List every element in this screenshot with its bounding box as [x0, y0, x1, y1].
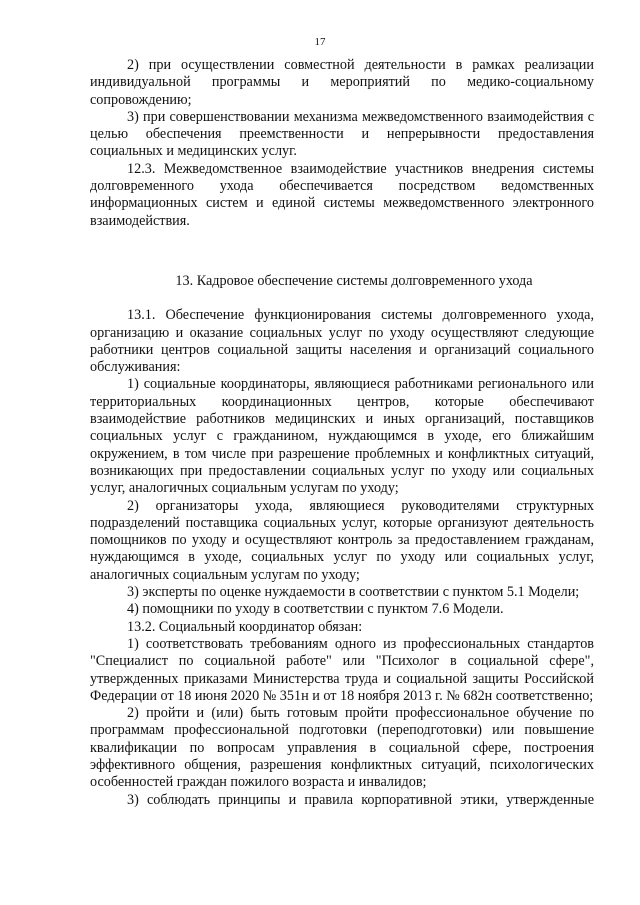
paragraph: 3) соблюдать принципы и правила корпоративной этики, утвержденные	[127, 791, 594, 808]
paragraph: 13.2. Социальный координатор обязан:	[127, 618, 363, 635]
section-heading: 13. Кадровое обеспечение системы долговременного ухода	[175, 272, 533, 289]
paragraph: 4) помощники по уходу в соответствии с пунктом 7.6 Модели.	[127, 601, 504, 618]
paragraph: 2) при осуществлении совместной деятельности в рамках реализации индивидуальной программы и мероприятий по медико-социальному сопровождению;	[90, 57, 594, 108]
paragraph: 1) соответствовать требованиям одного из профессиональных стандартов "Специалист по социальной работе" или "Психолог в социальной сфере", утвержденных приказами Министерства труда и социальной защиты Российской Федерации от 18 июня 2020 № 351н и от 18 ноября 2013 г. № 682н соответственно;	[90, 635, 594, 704]
paragraph: 1) социальные координаторы, являющиеся работниками регионального или территориальных координационных центров, которые обеспечивают взаимодействие работников медицинских и иных организаций, поставщиков социальных услуг с гражданином, нуждающимся в уходе, его ближайшим окружением, в том числе при разрешение проблемных и конфликтных ситуаций, возникающих при предоставлении социальных услуг по уходу или социальных услуг, аналогичных социальным услугам по уходу;	[90, 376, 594, 497]
spacer	[90, 290, 594, 307]
paragraph: 3) при совершенствовании механизма межведомственного взаимодействия с целью обеспечения преемственности и непрерывности предоставления социальных и медицинских услуг.	[90, 108, 594, 160]
document-body	[90, 57, 594, 809]
paragraph: 12.3. Межведомственное взаимодействие участников внедрения системы долговременного ухода обеспечивается посредством ведомственных информационных систем и единой системы межведомственного электронного взаимодействия.	[90, 160, 594, 229]
page-number: 17	[314, 36, 326, 48]
paragraph: 3) эксперты по оценке нуждаемости в соответствии с пунктом 5.1 Модели;	[127, 584, 580, 601]
paragraph: 2) организаторы ухода, являющиеся руководителями структурных подразделений поставщика социальных услуг, которые организуют деятельность помощников по уходу и осуществляют контроль за предоставлением гражданам, нуждающимся в уходе, социальных услуг по уходу или социальных услуг, аналогичных социальным услугам по уходу;	[90, 497, 594, 583]
spacer	[90, 230, 594, 273]
paragraph: 13.1. Обеспечение функционирования системы долговременного ухода, организацию и оказание социальных услуг по уходу осуществляют следующие работники центров социальной защиты населения и организаций социального обслуживания:	[90, 307, 594, 376]
paragraph: 2) пройти и (или) быть готовым пройти профессиональное обучение по программам профессиональной подготовки (переподготовки) или повышение квалификации по вопросам управления в социальной сфере, построения эффективного общения, разрешения конфликтных ситуаций, психологических особенностей граждан пожилого возраста и инвалидов;	[90, 705, 594, 791]
